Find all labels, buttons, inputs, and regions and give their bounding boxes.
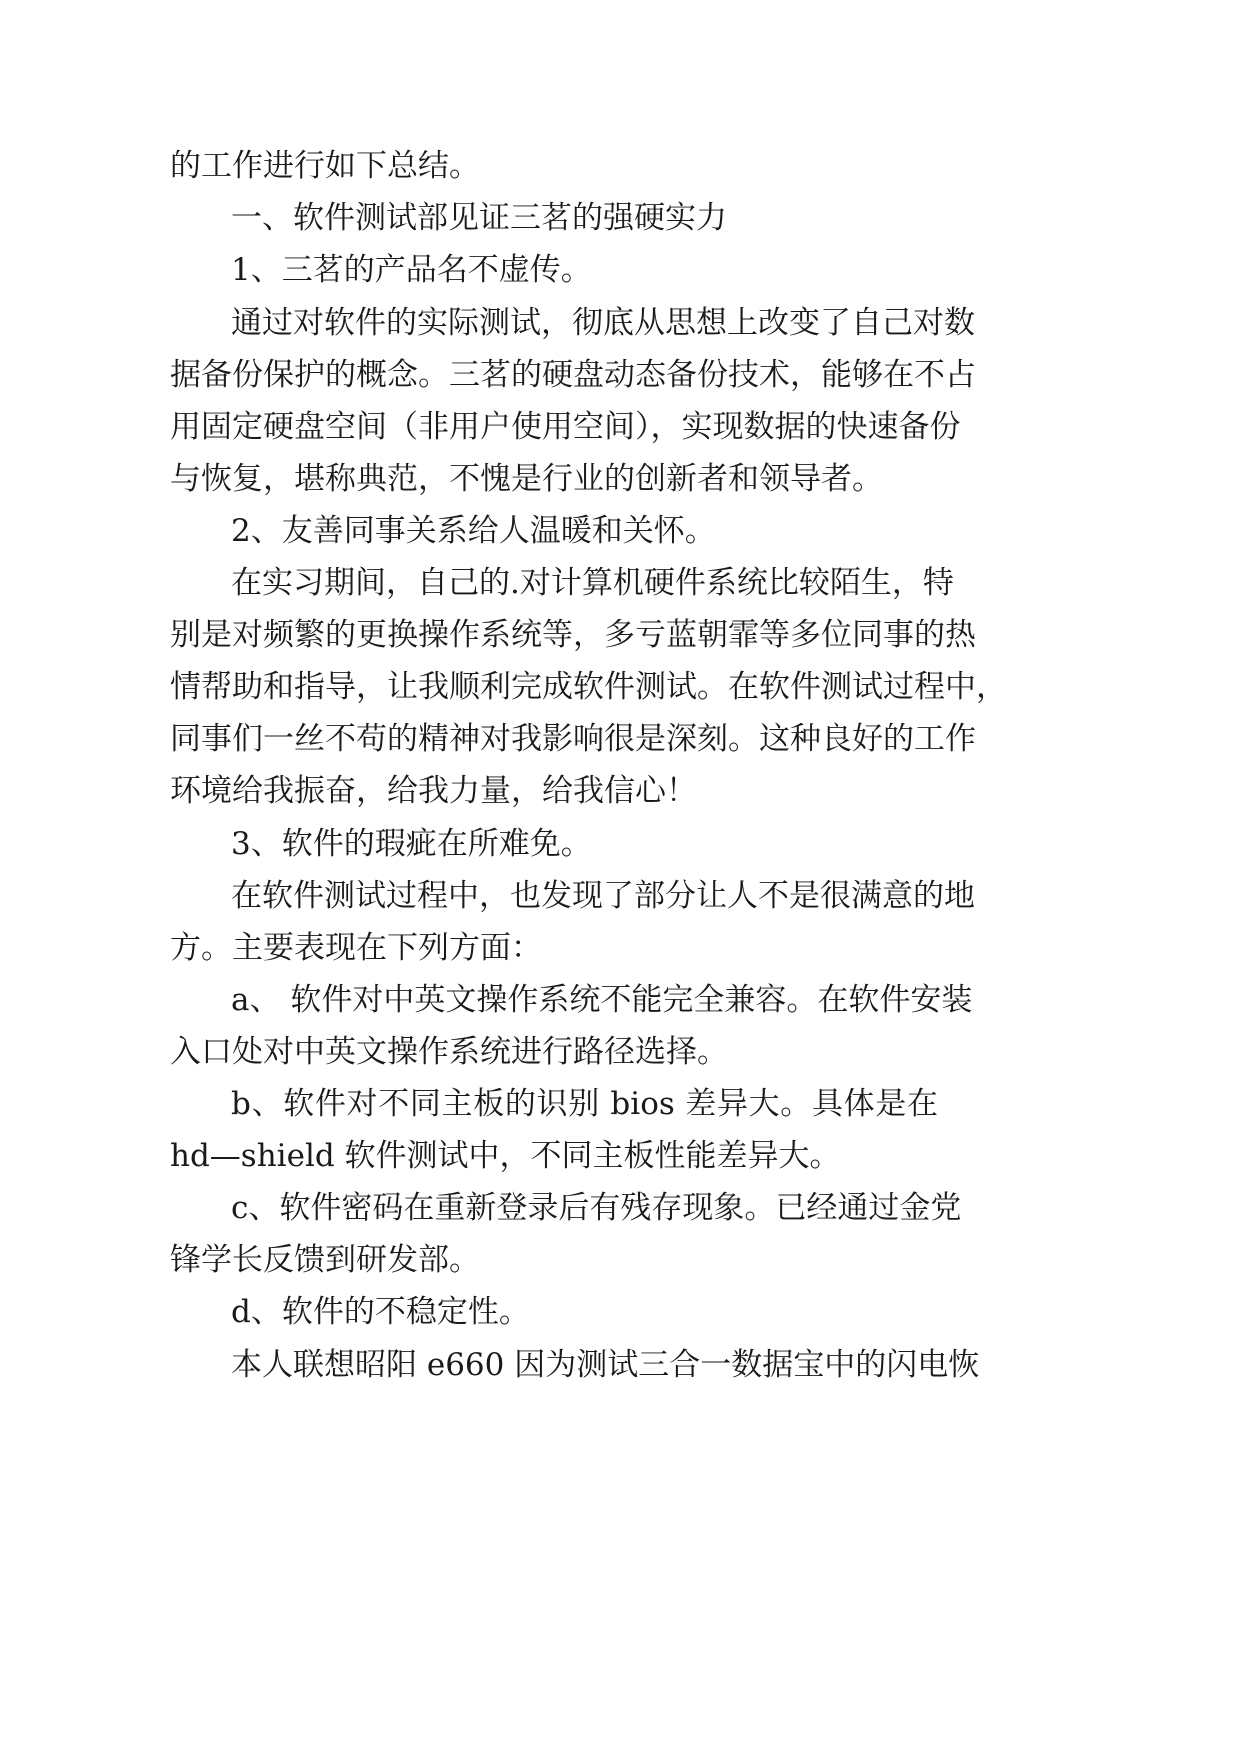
text-line: 据备份保护的概念。三茗的硬盘动态备份技术，能够在不占 — [170, 357, 976, 393]
text-line: 环境给我振奋，给我力量，给我信心！ — [170, 773, 697, 809]
text-line: 锋学长反馈到研发部。 — [170, 1242, 480, 1278]
text-line: 入口处对中英文操作系统进行路径选择。 — [170, 1034, 728, 1070]
text-line: 的工作进行如下总结。 — [170, 148, 480, 184]
text-line: hd—shield 软件测试中，不同主板性能差异大。 — [170, 1138, 841, 1174]
text-line: 在软件测试过程中，也发现了部分让人不是很满意的地 — [231, 878, 975, 914]
section-heading: 一、软件测试部见证三茗的强硬实力 — [231, 200, 727, 236]
text-line: 与恢复，堪称典范，不愧是行业的创新者和领导者。 — [170, 461, 883, 497]
list-item: b、软件对不同主板的识别 bios 差异大。具体是在 — [231, 1086, 938, 1122]
text-line: 用固定硬盘空间（非用户使用空间），实现数据的快速备份 — [170, 409, 961, 445]
text-line: 情帮助和指导，让我顺利完成软件测试。在软件测试过程中， — [170, 669, 1007, 705]
text-line: 本人联想昭阳 e660 因为测试三合一数据宝中的闪电恢 — [231, 1347, 980, 1383]
text-line: 别是对频繁的更换操作系统等，多亏蓝朝霏等多位同事的热 — [170, 617, 976, 653]
subsection-heading: 1、三茗的产品名不虚传。 — [231, 252, 592, 288]
list-item: d、软件的不稳定性。 — [231, 1294, 530, 1330]
subsection-heading: 3、软件的瑕疵在所难免。 — [231, 826, 592, 862]
subsection-heading: 2、友善同事关系给人温暖和关怀。 — [231, 513, 716, 549]
text-line: 同事们一丝不苟的精神对我影响很是深刻。这种良好的工作 — [170, 721, 976, 757]
text-line: 通过对软件的实际测试，彻底从思想上改变了自己对数 — [231, 305, 975, 341]
text-line: 方。主要表现在下列方面： — [170, 930, 542, 966]
list-item: a、 软件对中英文操作系统不能完全兼容。在软件安装 — [231, 982, 973, 1018]
list-item: c、软件密码在重新登录后有残存现象。已经通过金党 — [231, 1190, 962, 1226]
text-line: 在实习期间，自己的.对计算机硬件系统比较陌生，特 — [231, 565, 954, 601]
